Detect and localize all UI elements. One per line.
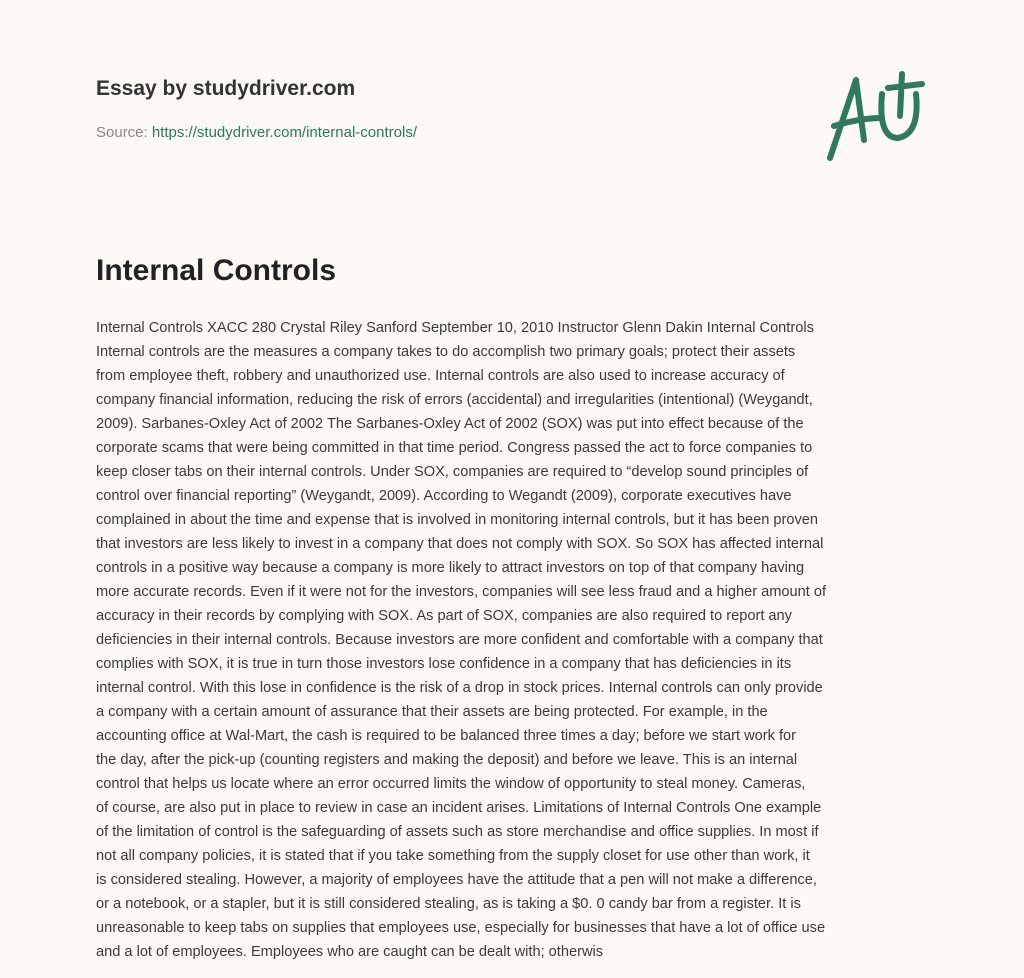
- essay-line: keep closer tabs on their internal controls. Under SOX, companies are required to “develop sound principles of: [96, 464, 809, 480]
- essay-line: and a lot of employees. Employees who are caught can be dealt with; otherwis: [96, 944, 604, 960]
- essay-line: Internal controls are the measures a company takes to do accomplish two primary goals; protect their assets: [96, 344, 796, 360]
- source-label: Source:: [96, 124, 148, 141]
- essay-line: the day, after the pick-up (counting registers and making the deposit) and before we leave. This is an internal: [96, 752, 798, 768]
- essay-line: corporate scams that were being committed in that time period. Congress passed the act to force companies to: [96, 440, 813, 456]
- essay-line: of the limitation of control is the safeguarding of assets such as store merchandise and office supplies. In most if: [96, 824, 819, 840]
- essay-line: Internal Controls XACC 280 Crystal Riley Sanford September 10, 2010 Instructor Glenn Dakin Internal Controls: [96, 320, 814, 336]
- essay-line: more accurate records. Even if it were not for the investors, companies will see less fraud and a higher amount of: [96, 584, 827, 600]
- essay-line: deficiencies in their internal controls. Because investors are more confident and comfortable with a company that: [96, 632, 823, 648]
- essay-line: controls in a positive way because a company is more likely to attract investors on top of that company having: [96, 560, 805, 576]
- site-heading: Essay by studydriver.com: [96, 77, 356, 100]
- source-line: [96, 124, 417, 141]
- essay-line: or a notebook, or a stapler, but it is still considered stealing, as is taking a $0. 0 candy bar from a register. It is: [96, 896, 801, 912]
- essay-line: not all company policies, it is stated that if you take something from the supply closet for use other than work, it: [96, 848, 810, 864]
- essay-line: complies with SOX, it is true in turn those investors lose confidence in a company that has deficiencies in its: [96, 656, 792, 672]
- essay-line: company financial information, reducing the risk of errors (accidental) and irregularities (intentional) (Weygandt,: [96, 392, 813, 408]
- essay-line: a company with a certain amount of assurance that their assets are being protected. For example, in the: [96, 704, 768, 720]
- essay-line: control that helps us locate where an error occurred limits the window of opportunity to steal money. Cameras,: [96, 776, 806, 792]
- essay-line: of course, are also put in place to review in case an incident arises. Limitations of Internal Controls One example: [96, 800, 822, 816]
- essay-line: complained in about the time and expense that is involved in monitoring internal controls, but it has been proven: [96, 512, 819, 528]
- essay-line: that investors are less likely to invest in a company that does not comply with SOX. So SOX has affected internal: [96, 536, 824, 552]
- essay-line: from employee theft, robbery and unauthorized use. Internal controls are also used to increase accuracy of: [96, 368, 785, 384]
- a-plus-logo-icon: [820, 68, 930, 164]
- essay-line: accounting office at Wal-Mart, the cash is required to be balanced three times a day; before we start work for: [96, 728, 797, 744]
- essay-line: internal control. With this lose in confidence is the risk of a drop in stock prices. Internal controls can only provide: [96, 680, 823, 696]
- essay-line: is considered stealing. However, a majority of employees have the attitude that a pen will not make a difference,: [96, 872, 817, 888]
- essay-line: unreasonable to keep tabs on supplies that employees use, especially for businesses that have a lot of office use: [96, 920, 826, 936]
- source-link[interactable]: https://studydriver.com/internal-controls/: [151, 124, 417, 141]
- essay-line: control over financial reporting” (Weygandt, 2009). According to Wegandt (2009), corporate executives have: [96, 488, 792, 504]
- essay-title: Internal Controls: [96, 254, 337, 287]
- essay-line: 2009). Sarbanes-Oxley Act of 2002 The Sarbanes-Oxley Act of 2002 (SOX) was put into effect because of the: [96, 416, 804, 432]
- essay-body: [96, 316, 936, 964]
- essay-line: accuracy in their records by complying with SOX. As part of SOX, companies are also required to report any: [96, 608, 792, 624]
